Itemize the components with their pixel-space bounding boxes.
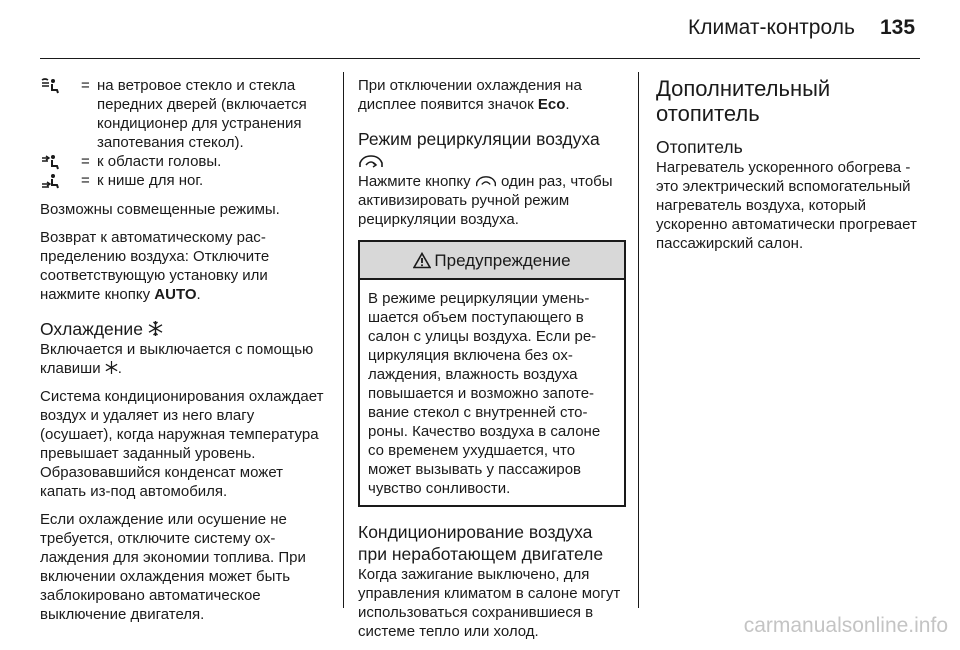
- warning-box: [358, 240, 626, 507]
- page-number: 135: [880, 16, 916, 39]
- snowflake-icon: [148, 320, 163, 337]
- cooling-p1-end: .: [117, 360, 122, 377]
- warning-text: В режиме рециркуляции уменьшается объем поступающего в салон с улицы воздуха. Если рециркуляция включена без охлаждения, влажность воздуха повышается и возможно запотевание стекол с внутренней стороны. Качество воздуха в салоне со временем ухудшается, что может вызывать у пассажиров чувство сонливости.: [368, 290, 601, 497]
- eco-end: .: [565, 96, 570, 113]
- return-auto-text: Возврат к автоматическому распределению воздуха: Отключите соответствующую установку или нажмите кнопку: [40, 229, 270, 303]
- warning-triangle-icon: [413, 252, 431, 269]
- airflow-list: [40, 76, 330, 190]
- airflow-text: к нише для ног.: [97, 172, 204, 189]
- airflow-item: [40, 171, 330, 190]
- engine-off-heading: Кондиционирование воздуха при неработающем двигателе: [358, 522, 604, 564]
- eco-paragraph: [358, 76, 626, 114]
- foot-airflow-icon: [40, 172, 80, 189]
- airflow-item: [40, 76, 330, 152]
- column-right: [656, 76, 928, 262]
- recirculation-text: Нажмите кнопку: [358, 173, 475, 190]
- cooling-paragraph-3: Если охлаждение или осушение не требуется, отключите систему охлаждения для экономии топлива. При включении охлаждения может быть заблокировано автоматическое выключение двигателя.: [40, 511, 306, 623]
- cooling-p1-text: Включается и выключается с помощью клавиши: [40, 341, 314, 377]
- column-left: [40, 76, 330, 633]
- return-auto-end: .: [196, 286, 201, 303]
- warning-body: [360, 280, 624, 505]
- auto-button-label: AUTO: [154, 286, 197, 303]
- airflow-eq: =: [81, 153, 90, 170]
- cooling-heading: [40, 318, 330, 340]
- combined-modes-text: Возможны совмещенные режимы.: [40, 201, 280, 218]
- recirculation-title: Режим рециркуляции воздуха: [358, 129, 600, 149]
- cooling-title: Охлаждение: [40, 319, 143, 339]
- eco-text: При отключении охлаждения на дисплее появится значок: [358, 77, 582, 113]
- recirculation-icon: [475, 175, 497, 188]
- column-divider-2: [638, 72, 639, 608]
- aux-heater-heading: Дополнительный отопитель: [656, 76, 831, 126]
- airflow-eq: =: [81, 172, 90, 189]
- airflow-item: [40, 152, 330, 171]
- page-header-title: Климат-контроль: [688, 16, 855, 39]
- airflow-eq: =: [81, 77, 90, 94]
- engine-off-paragraph: Когда зажигание выключено, для управления климатом в салоне могут использоваться сохранившиеся в системе тепло или холод.: [358, 566, 621, 640]
- head-airflow-icon: [40, 153, 80, 170]
- recirculation-paragraph: [358, 172, 626, 229]
- column-divider-1: [343, 72, 344, 608]
- column-middle: [358, 76, 626, 650]
- recirculation-heading: [358, 128, 626, 172]
- cooling-paragraph-2: Система кондиционирования охлаждает воздух и удаляет из него влагу (осушает), когда наружная температура превышает заданный уровень. Образовавшийся конденсат может капать из-под автомобиля.: [40, 388, 324, 500]
- header-rule: [40, 58, 920, 59]
- windshield-airflow-icon: [40, 77, 80, 94]
- return-auto-paragraph: [40, 228, 330, 304]
- warning-header: [360, 242, 624, 280]
- heater-paragraph: Нагреватель ускоренного обогрева - это электрический вспомогательный нагреватель воздуха, который ускоренно автоматически прогревает пассажирский салон.: [656, 159, 917, 252]
- snowflake-icon: [105, 360, 118, 375]
- watermark: carmanualsonline.info: [743, 614, 948, 637]
- recirculation-text-end: один раз, чтобы активизировать ручной режим рециркуляции воздуха.: [358, 173, 613, 228]
- recirculation-icon: [358, 154, 384, 169]
- heater-subheading: Отопитель: [656, 137, 743, 157]
- warning-title: Предупреждение: [434, 250, 571, 270]
- airflow-text: на ветровое стекло и стекла передних дверей (включается кондиционер для устранения запотевания стекол).: [97, 77, 307, 151]
- airflow-text: к области головы.: [97, 153, 222, 170]
- eco-label: Eco: [537, 96, 566, 113]
- cooling-paragraph-1: [40, 340, 330, 378]
